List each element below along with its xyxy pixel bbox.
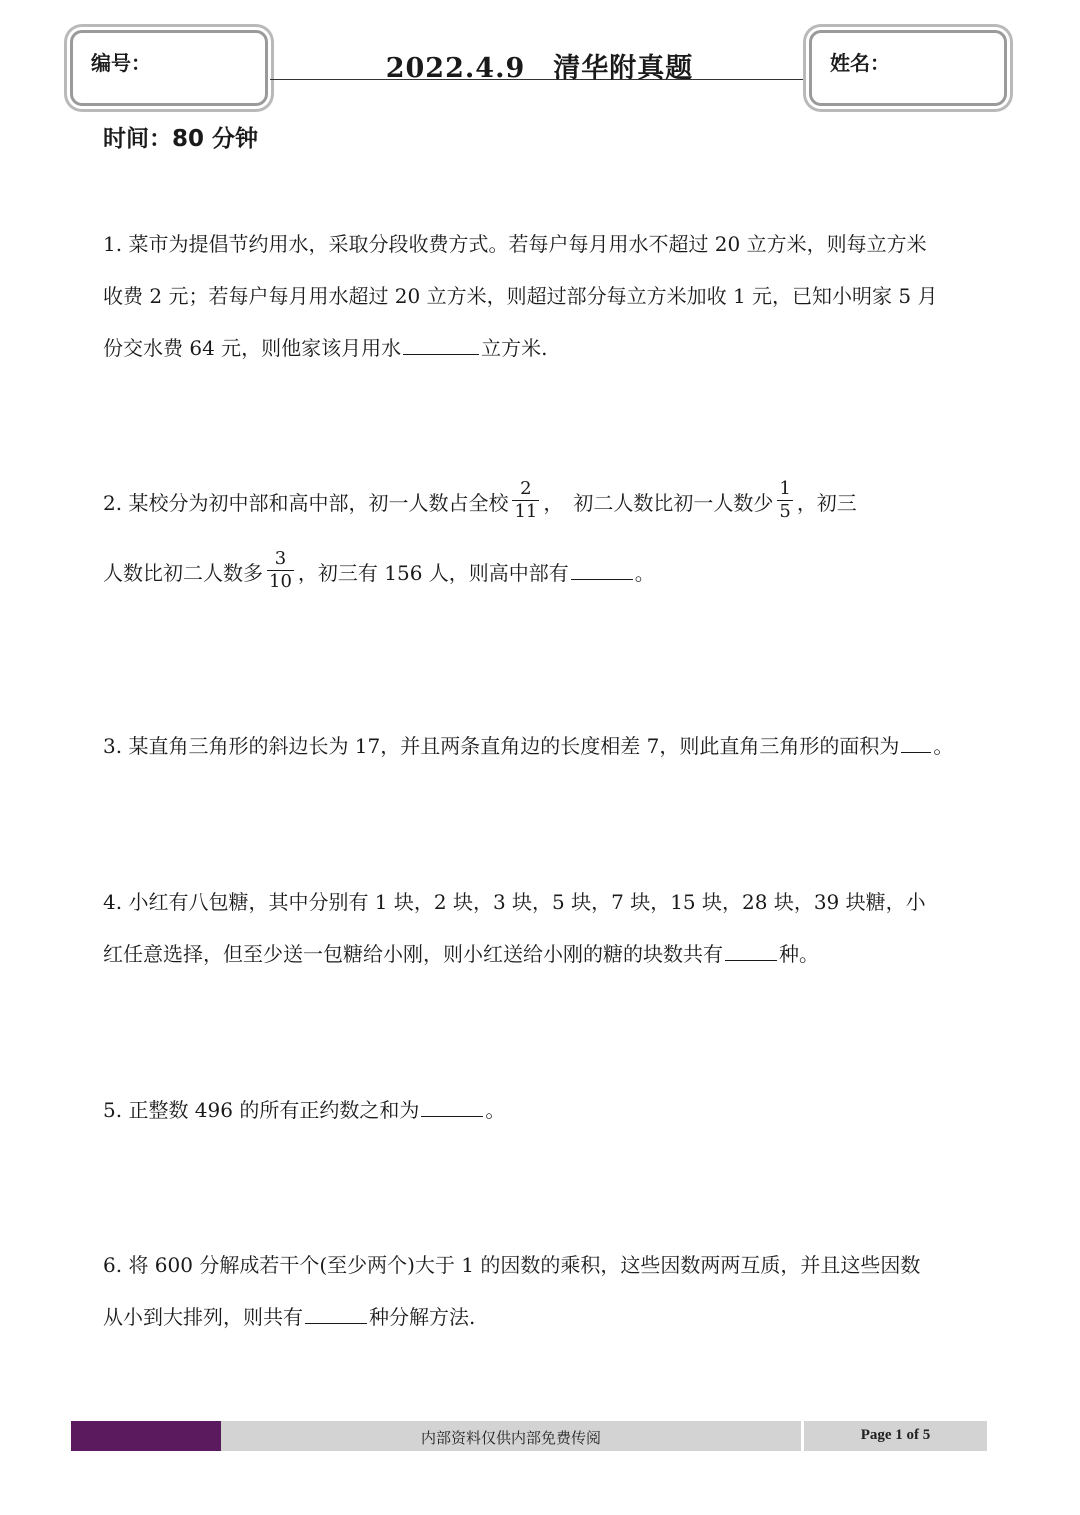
question-5-text-a: 5. 正整数 496 的所有正约数之和为	[103, 1098, 420, 1122]
fraction-numerator: 2	[512, 478, 539, 501]
question-5-text-b: 。	[485, 1098, 506, 1122]
question-4-line-1: 4. 小红有八包糖，其中分别有 1 块，2 块，3 块，5 块，7 块，15 块，28 块，39 块糖，小	[103, 890, 926, 914]
question-1-line-3	[103, 332, 548, 361]
name-label: 姓名：	[830, 51, 890, 75]
answer-blank-6[interactable]	[305, 1303, 367, 1324]
question-5-line-1	[103, 1094, 505, 1123]
footer-page-bar	[804, 1421, 987, 1451]
question-2-text-b: ， 初二人数比初一人数少	[543, 491, 774, 515]
page-footer	[71, 1421, 987, 1451]
answer-blank-5[interactable]	[421, 1096, 483, 1117]
question-2-line-1	[103, 478, 857, 527]
question-2-text-f: 。	[634, 561, 655, 585]
question-4-line-2	[103, 938, 819, 967]
page-title: 2022.4.9 清华附真题	[385, 53, 694, 84]
question-1-text-b: 立方米.	[481, 336, 548, 360]
question-6-line-1: 6. 将 600 分解成若干个(至少两个)大于 1 的因数的乘积，这些因数两两互质，并且这些因数	[103, 1253, 921, 1277]
fraction-numerator: 1	[779, 478, 791, 499]
fraction-numerator: 3	[267, 548, 294, 571]
question-6-text-b: 种分解方法.	[369, 1305, 476, 1329]
question-6-text-a: 从小到大排列，则共有	[103, 1305, 303, 1329]
question-2-text-d: 人数比初二人数多	[103, 561, 263, 585]
page-number: Page 1 of 5	[860, 1427, 931, 1443]
footer-notice-bar	[221, 1421, 801, 1451]
fraction-3-10	[267, 548, 294, 593]
question-4-text-b: 种。	[779, 942, 819, 966]
question-6-line-2	[103, 1301, 475, 1330]
question-2-text-a: 2. 某校分为初中部和高中部，初一人数占全校	[103, 491, 509, 515]
fraction-denominator: 11	[514, 501, 538, 522]
fraction-denominator: 10	[269, 571, 292, 592]
question-2-text-c: ，初三	[796, 491, 857, 515]
question-1-line-2: 收费 2 元；若每户每月用水超过 20 立方米，则超过部分每立方米加收 1 元，已知小明家 5 月	[103, 284, 938, 308]
question-4-text-a: 红任意选择，但至少送一包糖给小刚，则小红送给小刚的糖的块数共有	[103, 942, 723, 966]
number-box	[70, 30, 268, 106]
question-1-line-1: 1. 菜市为提倡节约用水，采取分段收费方式。若每户每月用水不超过 20 立方米，则每立方米	[103, 232, 927, 256]
fraction-denominator: 5	[779, 501, 791, 522]
question-3-line-1	[103, 730, 953, 759]
question-3-text-b: 。	[933, 734, 954, 758]
answer-blank-3[interactable]	[901, 732, 931, 753]
name-box	[809, 30, 1007, 106]
time-limit: 时间：80 分钟	[103, 126, 259, 152]
fraction-1-5	[777, 478, 792, 523]
answer-blank-1[interactable]	[403, 334, 479, 355]
answer-blank-4[interactable]	[725, 940, 777, 961]
footer-notice: 内部资料仅供内部免费传阅	[420, 1429, 601, 1447]
question-2-line-2	[103, 548, 655, 597]
question-3-text-a: 3. 某直角三角形的斜边长为 17，并且两条直角边的长度相差 7，则此直角三角形的面积为	[103, 734, 900, 758]
fraction-2-11	[512, 478, 539, 523]
question-2-text-e: ，初三有 156 人，则高中部有	[297, 561, 569, 585]
number-label: 编号：	[91, 51, 151, 75]
question-1-text-a: 份交水费 64 元，则他家该月用水	[103, 336, 402, 360]
footer-accent-bar	[71, 1421, 221, 1451]
answer-blank-2[interactable]	[571, 559, 633, 580]
